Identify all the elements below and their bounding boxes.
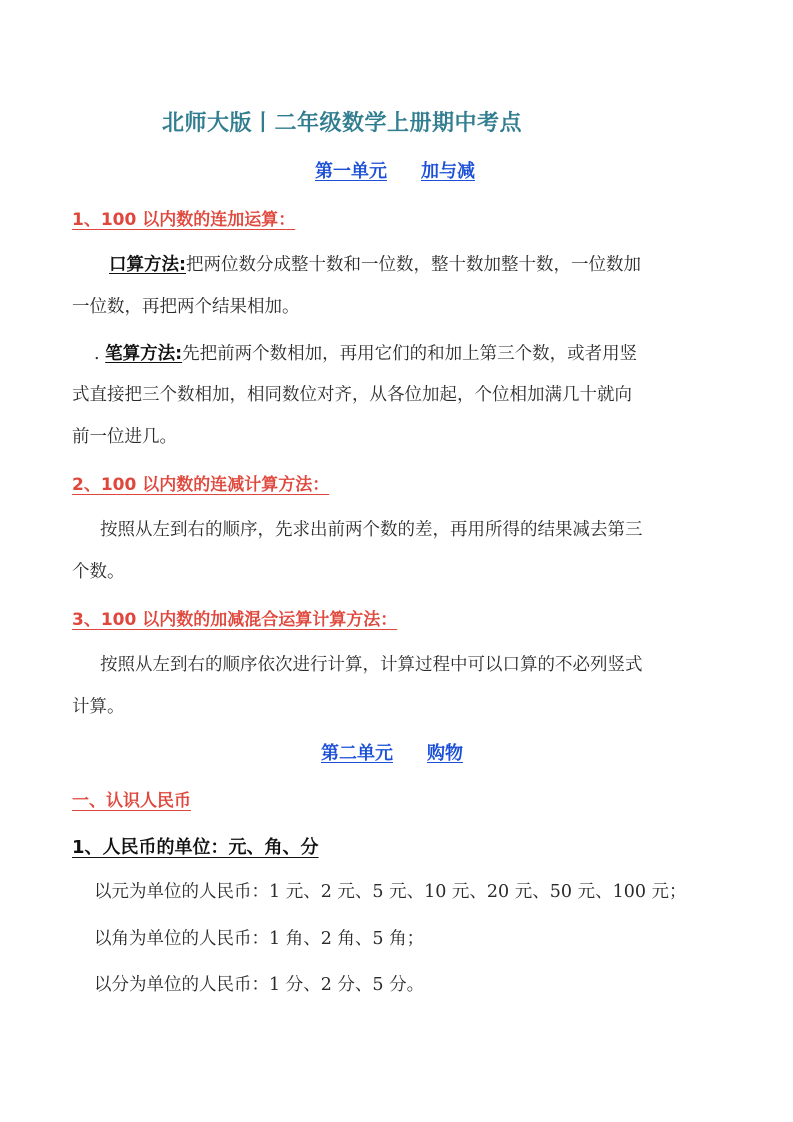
section2-line1: 按照从左到右的顺序，先求出前两个数的差，再用所得的结果减去第三 — [100, 520, 643, 540]
bisuan-line3: 前一位进几。 — [72, 427, 177, 447]
bisuan-label: 笔算方法: — [105, 344, 183, 364]
money-yuan-line: 以元为单位的人民币：1 元、2 元、5 元、10 元、20 元、50 元、100 元； — [94, 882, 687, 902]
section3-line1: 按照从左到右的顺序依次进行计算，计算过程中可以口算的不必列竖式 — [100, 655, 643, 675]
unit1-topic: 加与减 — [421, 161, 475, 182]
kousuan-line1 — [109, 251, 641, 276]
unit1-number: 第一单元 — [315, 161, 387, 182]
section3-line2: 计算。 — [72, 697, 125, 717]
unit2-heading — [321, 739, 463, 765]
money-jiao-line: 以角为单位的人民币：1 角、2 角、5 角； — [94, 929, 425, 949]
kousuan-line2: 一位数，再把两个结果相加。 — [72, 297, 300, 317]
unit1-heading — [315, 157, 475, 183]
bisuan-text1: 先把前两个数相加，再用它们的和加上第三个数，或者用竖 — [182, 344, 638, 364]
bisuan-prefix: . — [94, 344, 100, 364]
kousuan-label: 口算方法: — [109, 255, 186, 275]
section2-heading: 2、100 以内数的连减计算方法： — [72, 475, 330, 495]
bisuan-line1 — [94, 340, 637, 365]
part1-heading: 一、认识人民币 — [72, 791, 191, 811]
unit2-number: 第二单元 — [321, 743, 393, 764]
page-title: 北师大版丨二年级数学上册期中考点 — [162, 111, 523, 136]
unit2-topic: 购物 — [427, 743, 463, 764]
section1-heading: 1、100 以内数的连加运算： — [72, 210, 296, 230]
kousuan-text1: 把两位数分成整十数和一位数，整十数加整十数，一位数加 — [186, 255, 641, 275]
bisuan-line2: 式直接把三个数相加，相同数位对齐，从各位加起，个位相加满几十就向 — [72, 385, 632, 405]
section3-heading: 3、100 以内数的加减混合运算计算方法： — [72, 610, 398, 630]
money-fen-line: 以分为单位的人民币：1 分、2 分、5 分。 — [94, 975, 425, 995]
section2-line2: 个数。 — [72, 562, 125, 582]
money-units-heading: 1、人民币的单位：元、角、分 — [72, 837, 319, 858]
